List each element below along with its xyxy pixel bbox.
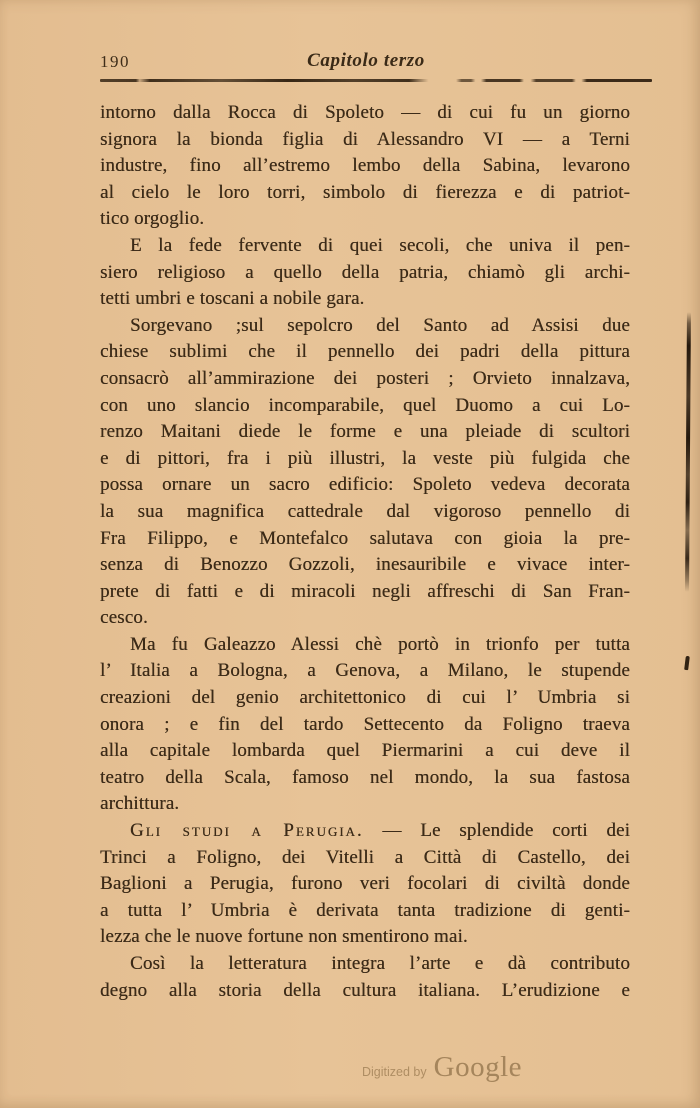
text-line: degno alla storia della cultura italiana. L’erudizione e [100, 979, 630, 1001]
watermark-prefix: Digitized by [362, 1065, 427, 1079]
paragraph [100, 818, 630, 951]
page-header [100, 50, 632, 74]
text-line: teatro della Scala, famoso nel mondo, la sua fastosa [100, 766, 630, 788]
text-line: alla capitale lombarda quel Piermarini a cui deve il [100, 740, 630, 762]
text-line: cesco. [100, 607, 148, 629]
text-line: senza di Benozzo Gozzoli, inesauribile e vivace inter- [100, 554, 630, 576]
text-line: l’ Italia a Bologna, a Genova, a Milano, le stupende [100, 660, 630, 682]
text-line: la sua magnifica cattedrale dal vigoroso pennello di [100, 500, 630, 522]
text-line: chiese sublimi che il pennello dei padri della pittura [100, 341, 630, 363]
text-line: onora ; e fin del tardo Settecento da Foligno traeva [100, 713, 630, 735]
text-line: Baglioni a Perugia, furono veri focolari di civiltà donde [100, 873, 630, 895]
text-line: prete di fatti e di miracoli negli affreschi di San Fran- [100, 580, 630, 602]
text-line: Gli studi a Perugia. — Le splendide corti dei [130, 820, 630, 842]
text-line: tico orgoglio. [100, 208, 205, 230]
text-line: renzo Maitani diede le forme e una pleiade di scultori [100, 421, 630, 443]
paragraph [100, 233, 630, 313]
text-line: Sorgevano ;sul sepolcro del Santo ad Assisi due [130, 314, 630, 336]
text-line: Ma fu Galeazzo Alessi chè portò in trionfo per tutta [130, 633, 630, 655]
watermark [362, 1051, 522, 1084]
header-rule [100, 79, 652, 82]
text-line: lezza che le nuove fortune non smentirono mai. [100, 926, 468, 948]
scan-artifact-edge-streak [685, 312, 690, 592]
text-line: archittura. [100, 793, 180, 815]
paragraph [100, 951, 630, 1004]
text-line: siero religioso a quello della patria, chiamò gli archi- [100, 261, 630, 283]
text-line: signora la bionda figlia di Alessandro VI — a Terni [100, 128, 630, 150]
chapter-title: Capitolo terzo [307, 50, 425, 71]
text-line: industre, fino all’estremo lembo della Sabina, levarono [100, 155, 630, 177]
text-line: a tutta l’ Umbria è derivata tanta tradizione di genti- [100, 899, 630, 921]
text-line: Così la letteratura integra l’arte e dà contributo [130, 953, 630, 974]
section-heading-smallcaps: Gli studi a Perugia. [130, 820, 364, 842]
page-body [100, 100, 630, 1004]
paragraph [100, 313, 630, 632]
scan-artifact-edge-tick [684, 656, 690, 670]
text-line: con uno slancio incomparabile, quel Duomo a cui Lo- [100, 394, 630, 416]
text-line: Trinci a Foligno, dei Vitelli a Città di Castello, dei [100, 846, 630, 868]
page-number: 190 [100, 52, 130, 71]
text-line: creazioni del genio architettonico di cui l’ Umbria si [100, 687, 630, 709]
text-line: e di pittori, fra i più illustri, la veste più fulgida che [100, 447, 630, 469]
paragraph [100, 100, 630, 233]
text-line: intorno dalla Rocca di Spoleto — di cui fu un giorno [100, 102, 630, 123]
paragraph [100, 632, 630, 818]
text-line: tetti umbri e toscani a nobile gara. [100, 288, 365, 310]
text-line: al cielo le loro torri, simbolo di fierezza e di patriot- [100, 181, 630, 203]
text-line: possa ornare un sacro edificio: Spoleto vedeva decorata [100, 474, 630, 496]
text-line: consacrò all’ammirazione dei posteri ; Orvieto innalzava, [100, 367, 630, 389]
text-line: Fra Filippo, e Montefalco salutava con gioia la pre- [100, 527, 630, 549]
text-line: E la fede fervente di quei secoli, che univa il pen- [130, 234, 630, 256]
google-logo: Google [433, 1051, 522, 1083]
